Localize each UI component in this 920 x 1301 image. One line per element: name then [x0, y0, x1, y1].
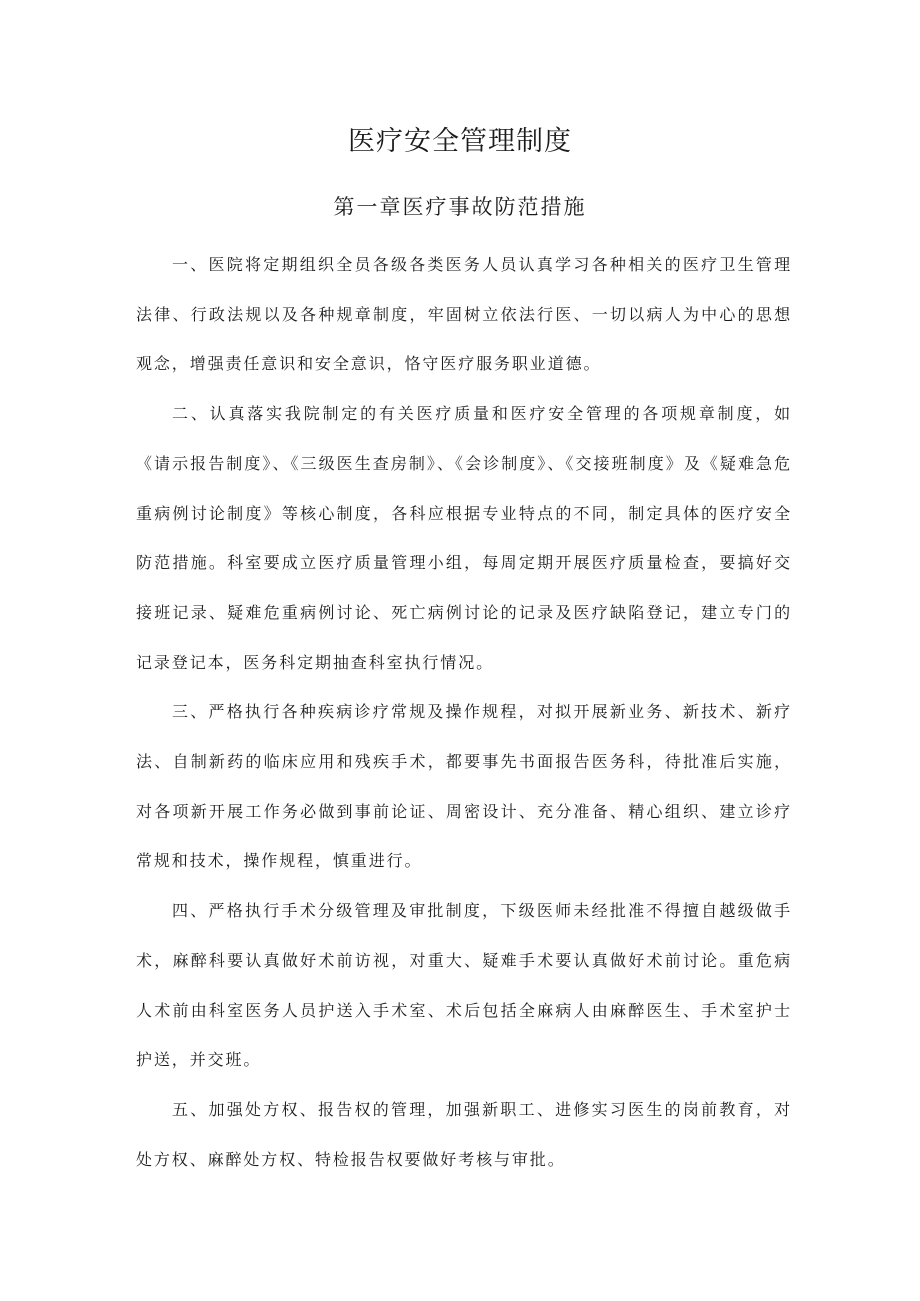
- document-body: [136, 240, 792, 1184]
- chapter-title: 第一章医疗事故防范措施: [333, 195, 587, 219]
- paragraph-1: 一、医院将定期组织全员各级各类医务人员认真学习各种相关的医疗卫生管理法律、行政法规以及各种规章制度，牢固树立依法行医、一切以病人为中心的思想观念，增强责任意识和安全意识，恪守医疗服务职业道德。: [136, 255, 792, 374]
- paragraph-3: 三、严格执行各种疾病诊疗常规及操作规程，对拟开展新业务、新技术、新疗法、自制新药的临床应用和残疾手术，都要事先书面报告医务科，待批准后实施，对各项新开展工作务必做到事前论证、周密设计、充分准备、精心组织、建立诊疗常规和技术，操作规程，慎重进行。: [136, 702, 792, 871]
- paragraph-2: 二、认真落实我院制定的有关医疗质量和医疗安全管理的各项规章制度，如《请示报告制度》、《三级医生查房制》、《会诊制度》、《交接班制度》及《疑难急危重病例讨论制度》等核心制度，各科应根据专业特点的不同，制定具体的医疗安全防范措施。科室要成立医疗质量管理小组，每周定期开展医疗质量检查，要搞好交接班记录、疑难危重病例讨论、死亡病例讨论的记录及医疗缺陷登记，建立专门的记录登记本，医务科定期抽查科室执行情况。: [136, 404, 792, 672]
- paragraph-4: 四、严格执行手术分级管理及审批制度，下级医师未经批准不得擅自越级做手术，麻醉科要认真做好术前访视，对重大、疑难手术要认真做好术前讨论。重危病人术前由科室医务人员护送入手术室、术后包括全麻病人由麻醉医生、手术室护士护送，并交班。: [136, 901, 792, 1070]
- document-title: 医疗安全管理制度: [348, 126, 572, 157]
- paragraph-5: 五、加强处方权、报告权的管理，加强新职工、进修实习医生的岗前教育，对处方权、麻醉处方权、特检报告权要做好考核与审批。: [136, 1099, 792, 1169]
